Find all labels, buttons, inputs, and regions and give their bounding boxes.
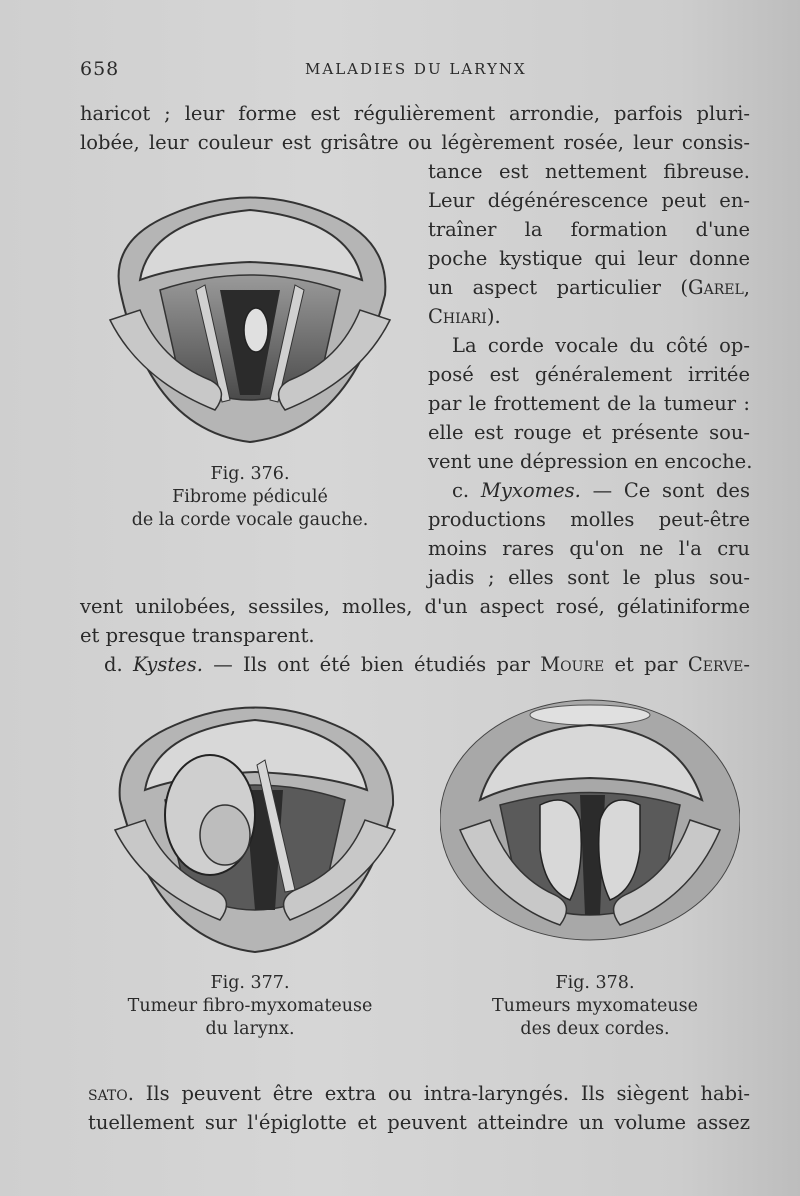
text-line: La corde vocale du côté op-: [452, 334, 750, 357]
author-name: Garel: [688, 276, 744, 299]
text-line: tuellement sur l'épiglotte et peuvent atteindre un volume assez: [88, 1111, 750, 1134]
text-line: elle est rouge et présente sou-: [428, 421, 750, 444]
text-line: Leur dégénérescence peut en-: [428, 189, 750, 212]
page-number: 658: [80, 58, 120, 80]
text-line: et presque transparent.: [80, 624, 315, 647]
figure-number: Fig. 378.: [555, 973, 635, 993]
text-line: un aspect particulier (Garel,: [428, 276, 750, 299]
text-line: haricot ; leur forme est régulièrement arrondie, parfois pluri-: [80, 102, 750, 125]
text-line: productions molles peut-être: [428, 508, 750, 531]
figure-number: Fig. 377.: [210, 973, 290, 993]
running-title: MALADIES DU LARYNX: [305, 60, 527, 78]
figure-376-larynx-illustration: [100, 180, 400, 450]
figure-378-larynx-illustration: [440, 690, 740, 950]
section-heading-myxomes: c. Myxomes. — Ce sont des: [452, 479, 750, 502]
section-heading-kystes: d. Kystes. — Ils ont été bien étudiés par Moure et par Cerve-: [104, 653, 750, 676]
text-line: traîner la formation d'une: [428, 218, 750, 241]
author-name: Moure: [540, 653, 605, 676]
figure-title: de la corde vocale gauche.: [131, 510, 369, 530]
figure-378-caption: [445, 972, 745, 1041]
text-line: posé est généralement irritée: [428, 363, 750, 386]
text-line: Chiari).: [428, 305, 501, 328]
author-name: sato: [88, 1082, 128, 1105]
figure-377-larynx-illustration: [105, 690, 405, 960]
text-line: jadis ; elles sont le plus sou-: [428, 566, 750, 589]
figure-title: du larynx.: [205, 1019, 295, 1039]
text-line: lobée, leur couleur est grisâtre ou légèrement rosée, leur consis-: [80, 131, 750, 154]
text-line: poche kystique qui leur donne: [428, 247, 750, 270]
figure-title: Fibrome pédiculé: [172, 487, 328, 507]
text-line: sato. Ils peuvent être extra ou intra-laryngés. Ils siègent habi-: [88, 1082, 750, 1105]
text-line: par le frottement de la tumeur :: [428, 392, 750, 415]
author-name: Chiari: [428, 305, 487, 328]
figure-title: Tumeur fibro-myxomateuse: [127, 996, 373, 1016]
text-line: vent une dépression en encoche.: [428, 450, 753, 473]
figure-number: Fig. 376.: [210, 464, 290, 484]
text-line: moins rares qu'on ne l'a cru: [428, 537, 750, 560]
figure-376-caption: [100, 463, 400, 532]
figure-377-caption: [100, 972, 400, 1041]
page-header: [80, 58, 750, 88]
text-line: vent unilobées, sessiles, molles, d'un aspect rosé, gélatiniforme: [80, 595, 750, 618]
author-name: Cerve-: [687, 653, 750, 676]
text-line: tance est nettement fibreuse.: [428, 160, 750, 183]
figure-title: des deux cordes.: [520, 1019, 670, 1039]
figure-title: Tumeurs myxomateuse: [492, 996, 698, 1016]
